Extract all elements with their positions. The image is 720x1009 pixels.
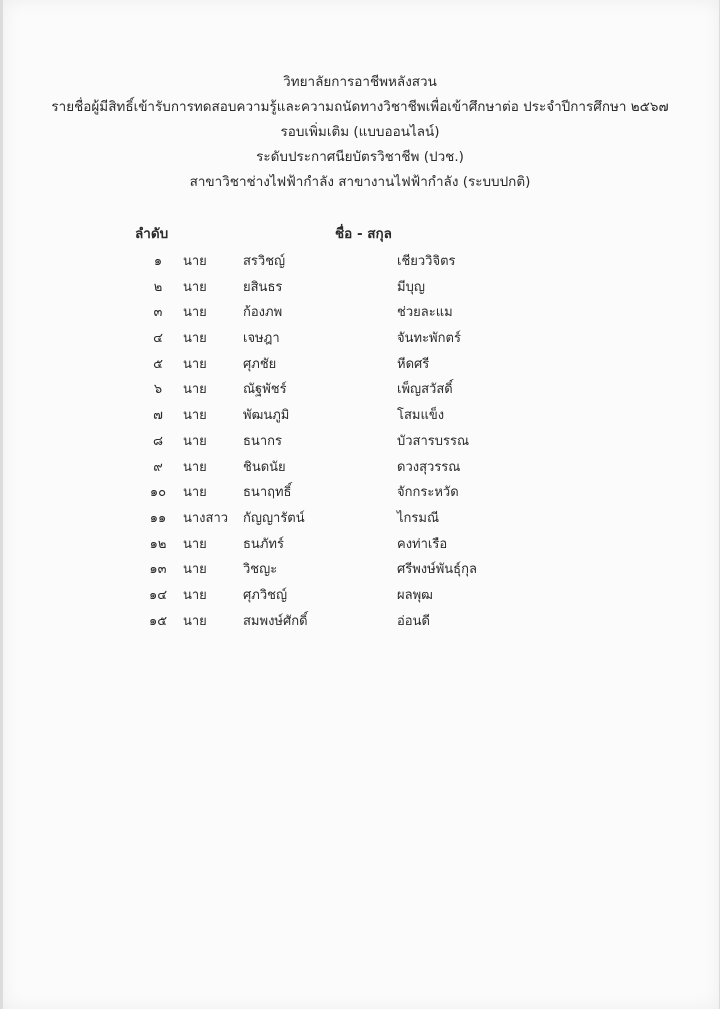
row-last-name: มีบุญ bbox=[397, 279, 425, 295]
table-row bbox=[0, 606, 720, 632]
document-header bbox=[0, 70, 720, 195]
row-last-name: อ่อนดี bbox=[397, 613, 430, 629]
table-row bbox=[0, 400, 720, 426]
column-header-no: ลำดับ bbox=[135, 226, 169, 242]
row-title: นาย bbox=[183, 331, 207, 347]
row-number: ๔ bbox=[153, 331, 163, 347]
row-number: ๑๑ bbox=[149, 510, 167, 526]
row-last-name: ไกรมณี bbox=[397, 510, 440, 526]
row-first-name: ธนากร bbox=[243, 433, 282, 449]
row-last-name: เชียววิจิตร bbox=[397, 254, 456, 269]
row-last-name: ช่วยละแม bbox=[397, 305, 453, 321]
row-number: ๑๐ bbox=[149, 485, 167, 501]
row-number: ๕ bbox=[153, 356, 163, 372]
row-number: ๑๕ bbox=[148, 613, 168, 629]
table-row bbox=[0, 272, 720, 298]
round-label: รอบเพิ่มเติม (แบบออนไลน์) bbox=[280, 124, 440, 140]
college-name: วิทยาลัยการอาชีพหลังสวน bbox=[283, 74, 437, 90]
row-first-name: ยสินธร bbox=[243, 279, 283, 295]
row-last-name: เพ็ญสวัสดิ์ bbox=[397, 382, 453, 398]
row-title: นาย bbox=[183, 536, 207, 552]
row-first-name: ธนาฤทธิ์ bbox=[243, 485, 292, 501]
row-title: นาย bbox=[183, 305, 207, 321]
table-row bbox=[0, 477, 720, 503]
row-number: ๙ bbox=[153, 459, 163, 475]
row-number: ๘ bbox=[152, 433, 164, 449]
row-title: นาย bbox=[183, 587, 207, 603]
row-title: นาย bbox=[183, 254, 207, 269]
level-label: ระดับประกาศนียบัตรวิชาชีพ (ปวช.) bbox=[256, 149, 464, 165]
table-row bbox=[0, 246, 720, 272]
table-row bbox=[0, 426, 720, 452]
row-last-name: ศรีพงษ์พันธุ์กุล bbox=[397, 562, 477, 578]
row-number: ๑๔ bbox=[148, 587, 168, 603]
row-last-name: บัวสารบรรณ bbox=[397, 433, 470, 449]
row-number: ๗ bbox=[153, 408, 163, 424]
table-row bbox=[0, 503, 720, 529]
row-number: ๒ bbox=[153, 279, 163, 295]
row-first-name: วิชญะ bbox=[243, 562, 278, 578]
row-title: นาย bbox=[183, 433, 207, 449]
table-row bbox=[0, 297, 720, 323]
row-first-name: สมพงษ์ศักดิ์ bbox=[243, 613, 308, 629]
table-row bbox=[0, 374, 720, 400]
row-title: นางสาว bbox=[183, 510, 229, 526]
row-last-name: จันทะพักตร์ bbox=[397, 331, 461, 347]
table-row bbox=[0, 323, 720, 349]
announcement-title: รายชื่อผู้มีสิทธิ์เข้ารับการทดสอบความรู้และความถนัดทางวิชาชีพเพื่อเข้าศึกษาต่อ ประจำปีการศึกษา ๒๕๖๗ bbox=[51, 99, 669, 115]
row-title: นาย bbox=[183, 562, 207, 578]
row-title: นาย bbox=[183, 613, 207, 629]
row-first-name: ก้องภพ bbox=[243, 305, 283, 321]
row-last-name: จักกระหวัด bbox=[397, 485, 459, 501]
row-last-name: คงท่าเรือ bbox=[397, 536, 448, 552]
name-list bbox=[0, 246, 720, 631]
row-title: นาย bbox=[183, 485, 207, 501]
table-row bbox=[0, 580, 720, 606]
row-title: นาย bbox=[183, 356, 207, 372]
row-first-name: กัญญารัตน์ bbox=[243, 510, 305, 526]
row-title: นาย bbox=[183, 408, 207, 424]
program-label: สาขาวิชาช่างไฟฟ้ากำลัง สาขางานไฟฟ้ากำลัง (ระบบปกติ) bbox=[189, 174, 531, 190]
row-first-name: ชินดนัย bbox=[243, 459, 286, 475]
column-header-name: ชื่อ - สกุล bbox=[335, 226, 392, 242]
row-last-name: โสมแข็ง bbox=[397, 408, 445, 424]
row-number: ๓ bbox=[153, 305, 163, 321]
row-first-name: สรวิชญ์ bbox=[243, 254, 286, 269]
row-title: นาย bbox=[183, 459, 207, 475]
row-number: ๖ bbox=[153, 382, 163, 398]
row-first-name: ศุภวิชญ์ bbox=[243, 587, 288, 603]
row-last-name: หีดศรี bbox=[397, 356, 430, 372]
table-row bbox=[0, 349, 720, 375]
row-number: ๑ bbox=[153, 254, 163, 269]
row-number: ๑๒ bbox=[149, 536, 167, 552]
row-first-name: ธนภัทร์ bbox=[243, 536, 284, 552]
row-title: นาย bbox=[183, 279, 207, 295]
table-row bbox=[0, 554, 720, 580]
row-last-name: ดวงสุวรรณ bbox=[397, 459, 461, 475]
row-last-name: ผลพุฒ bbox=[397, 587, 433, 603]
row-title: นาย bbox=[183, 382, 207, 398]
row-first-name: ศุภชัย bbox=[243, 356, 277, 372]
table-row bbox=[0, 529, 720, 555]
row-number: ๑๓ bbox=[149, 562, 167, 578]
row-first-name: เจษฎา bbox=[243, 331, 280, 347]
row-first-name: พัฒนภูมิ bbox=[243, 408, 290, 424]
table-row bbox=[0, 452, 720, 478]
row-first-name: ณัฐพัชร์ bbox=[243, 382, 287, 398]
